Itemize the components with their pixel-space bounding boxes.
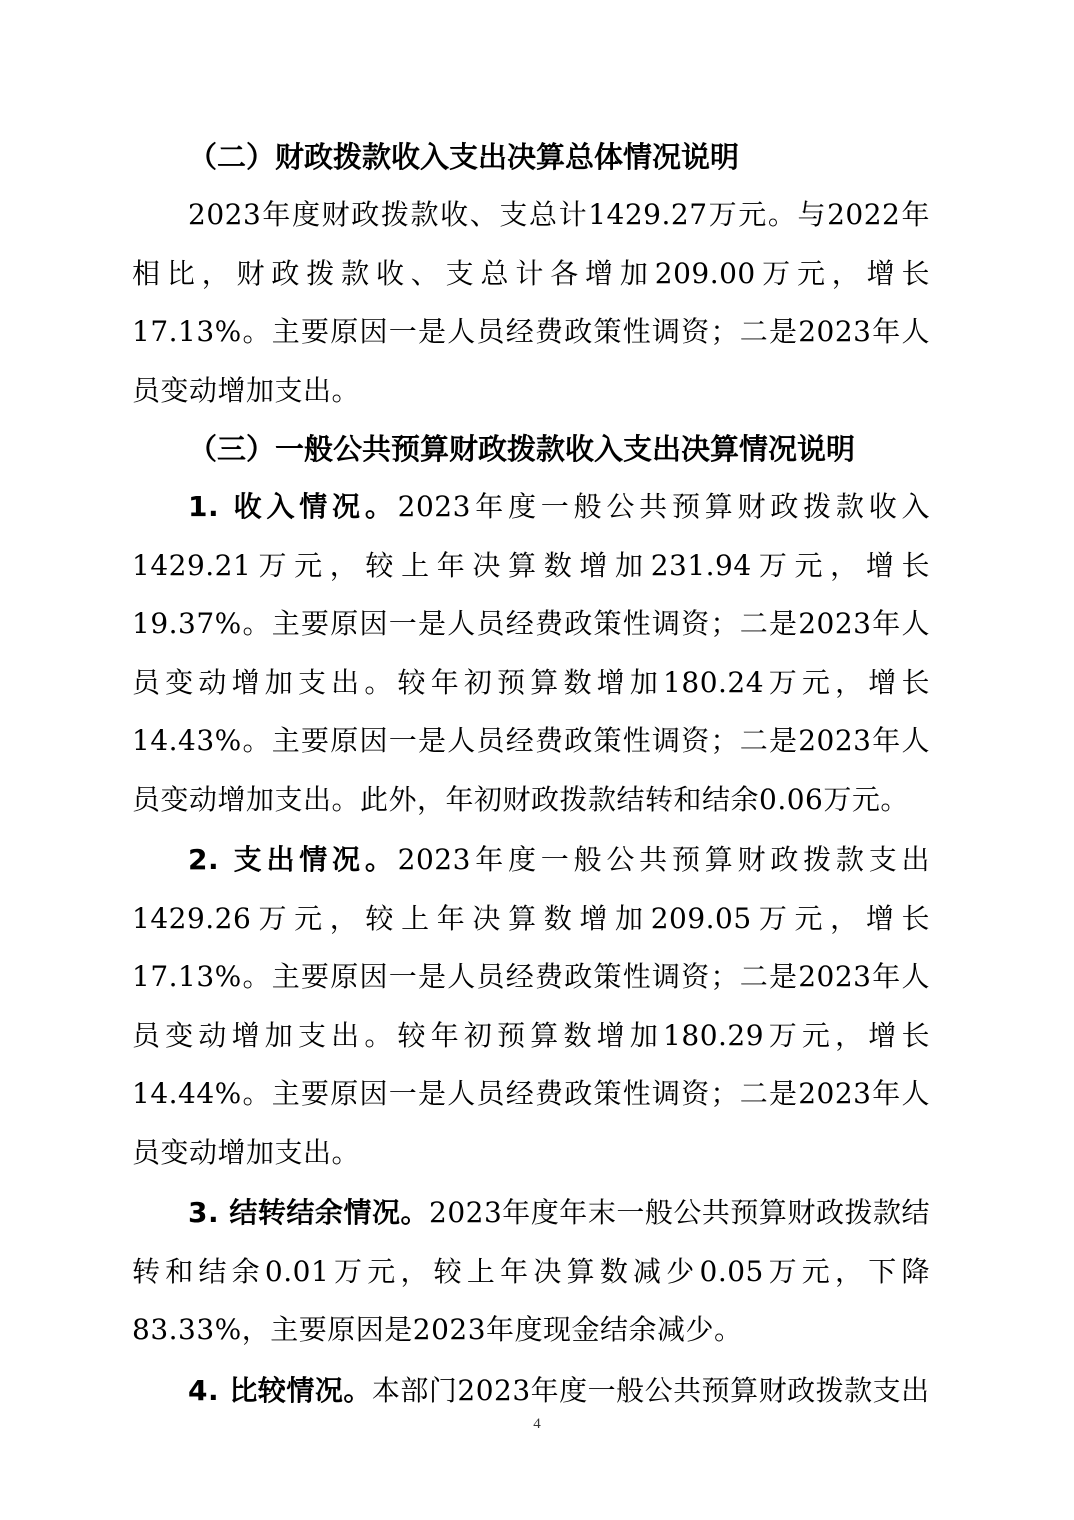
page-content bbox=[132, 128, 930, 1420]
comparison-lead: 4. 比较情况。 bbox=[188, 1373, 372, 1407]
income-lead: 1. 收入情况。 bbox=[188, 490, 398, 523]
carryover-lead: 3. 结转结余情况。 bbox=[188, 1196, 429, 1229]
section-heading-general-budget: （三）一般公共预算财政拨款收入支出决算情况说明 bbox=[188, 432, 856, 466]
page-number: 4 bbox=[533, 1416, 541, 1432]
expenditure-body: 2023年度一般公共预算财政拨款支出1429.26万元，较上年决算数增加209.05万元，增长17.13%。主要原因一是人员经费政策性调资；二是2023年人员变动增加支出。较年初预算数增加180.29万元，增长14.44%。主要原因一是人员经费政策性调资；二是2023年人员变动增加支出。 bbox=[132, 843, 931, 1169]
section-heading-fiscal-overview: （二）财政拨款收入支出决算总体情况说明 bbox=[188, 140, 740, 174]
paragraph-carryover bbox=[132, 1184, 930, 1360]
carryover-body: 2023年度年末一般公共预算财政拨款结转和结余0.01万元，较上年决算数减少0.05万元，下降83.33%，主要原因是2023年度现金结余减少。 bbox=[132, 1196, 930, 1346]
expenditure-lead: 2. 支出情况。 bbox=[188, 843, 398, 876]
comparison-body: 本部门2023年度一般公共预算财政拨款支出 bbox=[371, 1373, 930, 1407]
income-body: 2023年度一般公共预算财政拨款收入1429.21万元，较上年决算数增加231.94万元，增长19.37%。主要原因一是人员经费政策性调资；二是2023年人员变动增加支出。较年初预算数增加180.24万元，增长14.43%。主要原因一是人员经费政策性调资；二是2023年人员变动增加支出。此外，年初财政拨款结转和结余0.06万元。 bbox=[132, 490, 931, 816]
paragraph-expenditure bbox=[132, 831, 930, 1182]
paragraph-income bbox=[132, 478, 930, 829]
paragraph-comparison bbox=[132, 1362, 930, 1421]
paragraph-fiscal-overview: 2023年度财政拨款收、支总计1429.27万元。与2022年相比，财政拨款收、支总计各增加209.00万元，增长17.13%。主要原因一是人员经费政策性调资；二是2023年人员变动增加支出。 bbox=[132, 198, 930, 407]
